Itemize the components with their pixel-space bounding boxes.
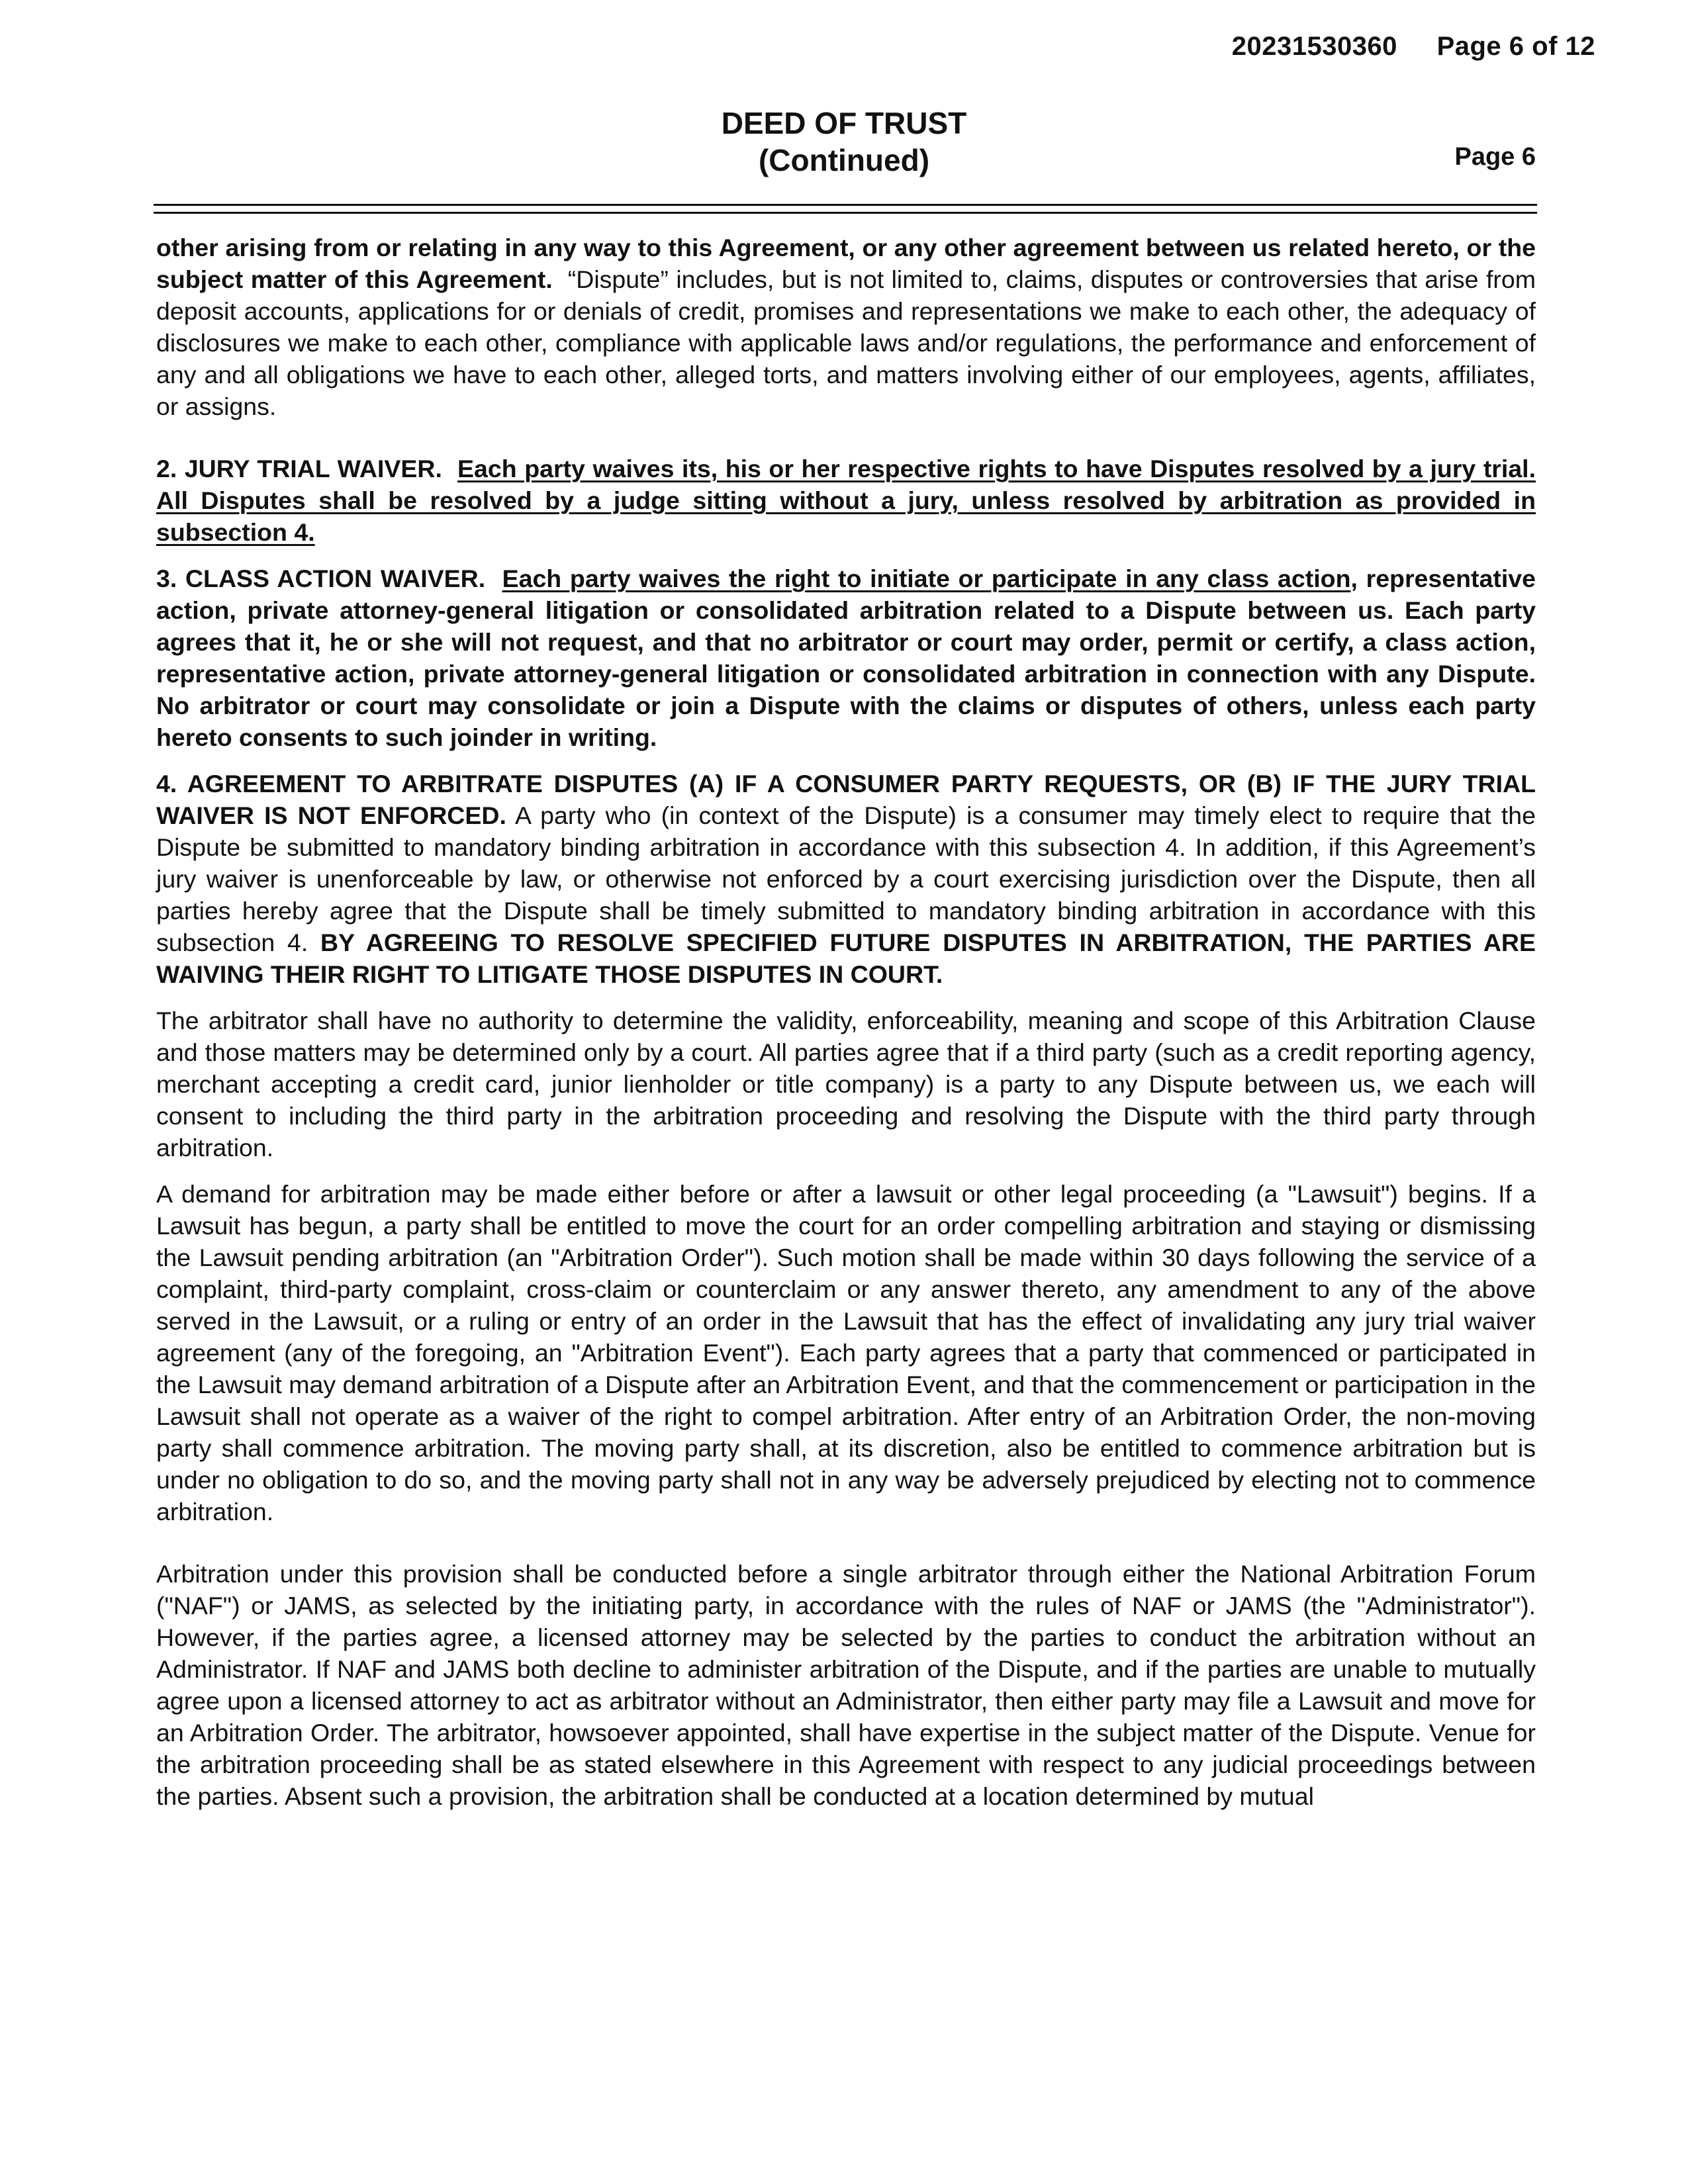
section-heading: 2. JURY TRIAL WAIVER.	[156, 455, 442, 482]
paragraph-jury-trial-waiver	[156, 453, 1536, 548]
paragraph-arbitration-procedure: Arbitration under this provision shall be conducted before a single arbitrator through either the National Arbitration Forum ("NAF") or JAMS, as selected by the initiating party, in accordance with the rules of NAF or JAMS (the "Administrator"). However, if the parties agree, a licensed attorney may be selected by the parties to conduct the arbitration without an Administrator. If NAF and JAMS both decline to administer arbitration of the Dispute, and if the parties are unable to mutually agree upon a licensed attorney to act as arbitrator without an Administrator, then either party may file a Lawsuit and move for an Arbitration Order. The arbitrator, howsoever appointed, shall have expertise in the subject matter of the Dispute. Venue for the arbitration proceeding shall be as stated elsewhere in this Agreement with respect to any judicial proceedings between the parties. Absent such a provision, the arbitration shall be conducted at a location determined by mutual	[156, 1560, 1536, 1810]
paragraph-text: “Dispute” includes, but is not limited to, claims, disputes or controversies that arise from deposit accounts, applications for or denials of credit, promises and representations we make to each other, the adequacy of disclosures we make to each other, compliance with applicable laws and/or regulations, the performance and enforcement of any and all obligations we have to each other, alleged torts, and matters involving either of our employees, agents, affiliates, or assigns.	[156, 265, 1536, 420]
header-divider-top	[154, 204, 1537, 206]
paragraph-bold-lead: other arising from or relating in any way to this Agreement, or any other agreement between us related hereto, or the subject matter of this Agreement.	[156, 234, 1536, 293]
section-bold-text: BY AGREEING TO RESOLVE SPECIFIED FUTURE DISPUTES IN ARBITRATION, THE PARTIES ARE WAIVING THEIR RIGHT TO LITIGATE THOSE DISPUTES IN COURT.	[156, 929, 1536, 988]
document-subtitle: (Continued)	[758, 143, 930, 177]
document-title: DEED OF TRUST	[721, 106, 967, 140]
paragraph-class-action-waiver	[156, 563, 1536, 753]
paragraph-arbitrator-authority: The arbitrator shall have no authority to determine the validity, enforceability, meaning and scope of this Arbitration Clause and those matters may be determined only by a court. All parties agree that if a third party (such as a credit reporting agency, merchant accepting a credit card, junior lienholder or title company) is a party to any Dispute between us, we each will consent to including the third party in the arbitration proceeding and resolving the Dispute with the third party through arbitration.	[156, 1007, 1536, 1161]
section-underlined-text: Each party waives the right to initiate or participate in any class action	[502, 565, 1351, 592]
document-body	[156, 232, 1536, 1827]
recording-header	[1232, 32, 1595, 62]
recording-number: 20231530360	[1231, 32, 1397, 61]
section-heading: 3. CLASS ACTION WAIVER.	[156, 565, 486, 592]
section-heading: 4. AGREEMENT TO ARBITRATE DISPUTES (A) IF A CONSUMER PARTY REQUESTS, OR (B) IF THE JURY TRIAL WAIVER IS NOT ENFORCED.	[156, 770, 1536, 829]
section-underlined-text: Each party waives its, his or her respective rights to have Disputes resolved by a jury trial. All Disputes shall be resolved by a judge sitting without a jury, unless resolved by arbitration as provided in subsection 4.	[156, 455, 1536, 546]
recording-page: Page 6 of 12	[1436, 32, 1595, 61]
header-divider-bottom	[154, 212, 1537, 214]
section-text: A party who (in context of the Dispute) is a consumer may timely elect to require that the Dispute be submitted to mandatory binding arbitration in accordance with this subsection 4. In addition, if this Agreement’s jury waiver is unenforceable by law, or otherwise not enforced by a court exercising jurisdiction over the Dispute, then all parties hereby agree that the Dispute shall be timely submitted to mandatory binding arbitration in accordance with this subsection 4.	[156, 801, 1536, 956]
document-header	[0, 105, 1688, 179]
paragraph-dispute-definition	[156, 232, 1536, 422]
paragraph-demand-for-arbitration: A demand for arbitration may be made either before or after a lawsuit or other legal proceeding (a "Lawsuit") begins. If a Lawsuit has begun, a party shall be entitled to move the court for an order compelling arbitration and staying or dismissing the Lawsuit pending arbitration (an "Arbitration Order"). Such motion shall be made within 30 days following the service of a complaint, third-party complaint, cross-claim or counterclaim or any answer thereto, any amendment to any of the above served in the Lawsuit, or a ruling or entry of an order in the Lawsuit that has the effect of invalidating any jury trial waiver agreement (any of the foregoing, an "Arbitration Event"). Each party agrees that a party that commenced or participated in the Lawsuit may demand arbitration of a Dispute after an Arbitration Event, and that the commencement or participation in the Lawsuit shall not operate as a waiver of the right to compel arbitration. After entry of an Arbitration Order, the non-moving party shall commence arbitration. The moving party shall, at its discretion, also be entitled to commence arbitration but is under no obligation to do so, and the moving party shall not in any way be adversely prejudiced by electing not to commence arbitration.	[156, 1180, 1536, 1525]
paragraph-agreement-to-arbitrate	[156, 768, 1536, 990]
section-bold-text: , representative action, private attorney-general litigation or consolidated arbitration related to a Dispute between us. Each party agrees that it, he or she will not request, and that no arbitrator or court may order, permit or certify, a class action, representative action, private attorney-general litigation or consolidated arbitration in connection with any Dispute. No arbitrator or court may consolidate or join a Dispute with the claims or disputes of others, unless each party hereto consents to such joinder in writing.	[156, 565, 1536, 751]
page-label: Page 6	[1454, 143, 1536, 171]
